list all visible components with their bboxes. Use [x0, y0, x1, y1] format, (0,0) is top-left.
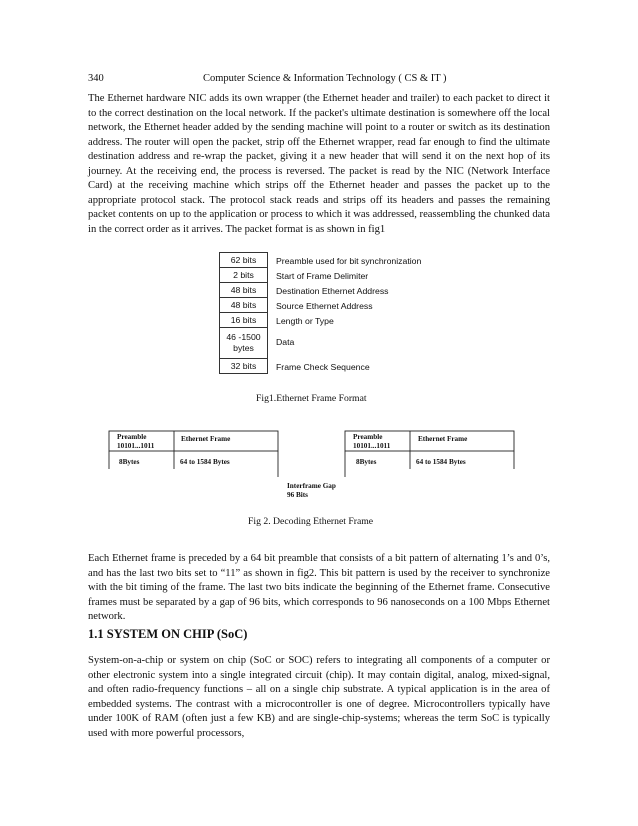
ethernet-frame-label-left: Ethernet Frame [181, 435, 231, 443]
ethernet-frame-label-right: Ethernet Frame [418, 435, 468, 443]
table-row [220, 253, 422, 268]
figure-ethernet-frame-format [219, 252, 422, 374]
field-size-cell: 48 bits [220, 283, 268, 298]
figure-1-caption: Fig1.Ethernet Frame Format [256, 393, 367, 404]
frame-box-right [345, 431, 514, 451]
interframe-gap-label: Interframe Gap [287, 482, 336, 490]
frame-format-table [219, 252, 422, 374]
preamble-pattern-right: 10101...1011 [353, 442, 391, 450]
body-paragraph-soc: System-on-a-chip or system on chip (SoC or SOC) refers to integrating all components of a computer or other electronic system into a single integrated circuit (chip). It may contain digital, analog, mixed-signal, and often radio-frequency functions – all on a single chip substrate. A typical application is in the area of embedded systems. The contrast with a microcontroller is one of degree. Microcontrollers typically have under 100K of RAM (often just a few KB) and are single-chip-systems; whereas the term SoC is typically used with more powerful processors, [88, 655, 550, 739]
table-row [220, 283, 422, 298]
preamble-size-right: 8Bytes [356, 458, 377, 466]
preamble-size-left: 8Bytes [119, 458, 140, 466]
field-size-cell: 16 bits [220, 313, 268, 328]
preamble-label-left: Preamble [117, 433, 147, 441]
body-paragraph-preamble: Each Ethernet frame is preceded by a 64 bit preamble that consists of a bit pattern of alternating 1’s and 0’s, and has the last two bits set to “11” as shown in fig2. This bit pattern is used by the receiver to synchronize with the bit timing of the frame. The last two bits indicate the beginning of the Ethernet frame. Consecutive frames must be separated by a gap of 96 bits, which corresponds to 96 nanoseconds on a 100 Mbps Ethernet network. [88, 553, 550, 622]
field-description: Preamble used for bit synchronization [276, 255, 422, 266]
field-size-cell: 48 bits [220, 298, 268, 313]
field-description: Data [276, 337, 295, 347]
preamble-label-right: Preamble [353, 433, 383, 441]
frame-size-right: 64 to 1584 Bytes [416, 458, 466, 466]
field-description: Start of Frame Delimiter [276, 270, 369, 281]
field-size-cell: 62 bits [220, 253, 268, 268]
figure-2-caption: Fig 2. Decoding Ethernet Frame [248, 516, 374, 527]
field-size-cell: 2 bits [220, 268, 268, 283]
field-size-cell: 32 bits [220, 359, 268, 374]
table-row [220, 328, 422, 359]
running-header [88, 72, 550, 86]
interframe-gap-size: 96 Bits [287, 491, 308, 499]
field-description: Destination Ethernet Address [276, 285, 389, 296]
frame-size-left: 64 to 1584 Bytes [180, 458, 230, 466]
body-paragraph-ethernet-nic: The Ethernet hardware NIC adds its own wrapper (the Ethernet header and trailer) to each packet to direct it to the correct destination on the local network. If the packet's ultimate destination is somewhere off the local network, the Ethernet header added by the sending machine will point to a router or switch as its destination address. The router will open the packet, strip off the Ethernet wrapper, read far enough to find the ultimate destination address and re-wrap the packet, giving it a new header that will send it on the next hop of its journey. At the receiving end, the process is reversed. The packet is read by the NIC (Network Interface Card) at the receiving machine which strips off the Ethernet header and passes the packet up to the appropriate protocol stack. The protocol stack reads and strips off its headers and passes the remaining packet contents on up to the application or process to which it was addressed, reassembling the chunked data in the correct order as it arrives. The packet format is as shown in fig1 [88, 93, 550, 235]
table-row [220, 268, 422, 283]
table-row [220, 313, 422, 328]
table-row [220, 359, 422, 374]
preamble-pattern-left: 10101...1011 [117, 442, 155, 450]
field-size-cell: 46 -1500 bytes [220, 328, 268, 359]
field-description: Length or Type [276, 315, 334, 326]
table-row [220, 298, 422, 313]
frame-box-left [109, 431, 278, 451]
section-heading: 1.1 SYSTEM ON CHIP (SoC) [88, 627, 248, 641]
field-description: Source Ethernet Address [276, 300, 373, 311]
running-title: Computer Science & Information Technology ( CS & IT ) [203, 73, 447, 84]
field-description: Frame Check Sequence [276, 361, 370, 372]
page-number: 340 [88, 73, 104, 84]
